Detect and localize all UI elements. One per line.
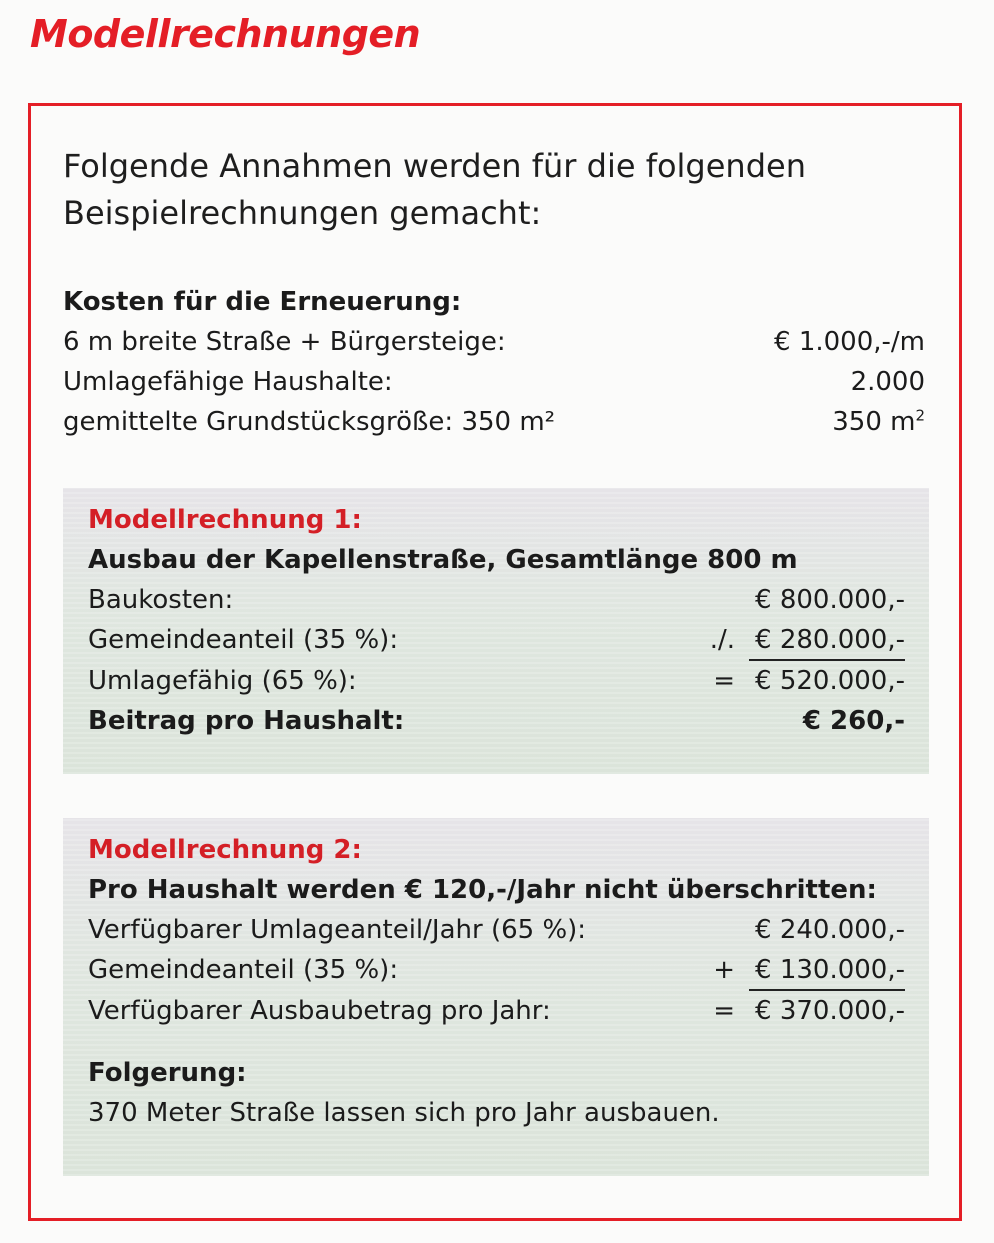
cost-row-households	[63, 362, 925, 402]
model1-subheading: Ausbau der Kapellenstraße, Gesamtlänge 800 m	[88, 545, 798, 575]
model1-row-contribution-per-household	[88, 701, 905, 741]
cost-value: 2.000	[850, 367, 925, 397]
row-value: € 280.000,-	[749, 623, 905, 661]
row-operator: =	[713, 996, 735, 1026]
conclusion-heading: Folgerung:	[88, 1058, 247, 1088]
row-value: € 370.000,-	[755, 996, 905, 1026]
row-amount	[713, 580, 905, 620]
row-label: Verfügbarer Umlageanteil/Jahr (65 %):	[88, 915, 587, 945]
row-label: Baukosten:	[88, 585, 234, 615]
cost-row-plot-size	[63, 402, 925, 442]
row-label: Gemeindeanteil (35 %):	[88, 625, 399, 655]
model1-row-municipal-share	[88, 620, 905, 661]
row-value: € 260,-	[802, 706, 905, 736]
model2-heading: Modellrechnung 2:	[88, 835, 362, 865]
model2-subheading: Pro Haushalt werden € 120,-/Jahr nicht überschritten:	[88, 875, 877, 905]
conclusion-text: 370 Meter Straße lassen sich pro Jahr ausbauen.	[88, 1098, 720, 1128]
model2-row-municipal-share	[88, 950, 905, 991]
row-operator: ./.	[709, 625, 735, 655]
costs-section	[63, 282, 925, 442]
cost-value-wrapper	[832, 402, 925, 442]
model2-row-available-budget	[88, 991, 905, 1031]
page-title: Modellrechnungen	[30, 12, 421, 56]
row-amount	[713, 661, 905, 701]
cost-label: Umlagefähige Haushalte:	[63, 367, 393, 397]
model1-row-allocatable	[88, 661, 905, 701]
row-value: € 130.000,-	[749, 953, 905, 991]
intro-text: Folgende Annahmen werden für die folgenden Beispielrechnungen gemacht:	[63, 147, 806, 232]
cost-label: gemittelte Grundstücksgröße: 350 m²	[63, 407, 556, 437]
row-amount	[713, 991, 905, 1031]
row-amount	[713, 701, 905, 741]
cost-value-superscript: 2	[915, 406, 925, 425]
row-amount	[713, 950, 905, 991]
row-value: € 240.000,-	[755, 915, 905, 945]
model1-heading: Modellrechnung 1:	[88, 505, 362, 535]
row-value: € 520.000,-	[755, 666, 905, 696]
row-amount	[710, 620, 905, 661]
row-label: Beitrag pro Haushalt:	[88, 706, 405, 736]
model2-row-available-allocation	[88, 910, 905, 950]
row-label: Verfügbarer Ausbaubetrag pro Jahr:	[88, 996, 551, 1026]
row-label: Gemeindeanteil (35 %):	[88, 955, 399, 985]
row-label: Umlagefähig (65 %):	[88, 666, 357, 696]
row-operator: =	[713, 666, 735, 696]
cost-label: 6 m breite Straße + Bürgersteige:	[63, 327, 506, 357]
cost-row-street	[63, 322, 925, 362]
row-value: € 800.000,-	[755, 585, 905, 615]
cost-value: € 1.000,-/m	[774, 327, 925, 357]
model-calculation-2	[63, 818, 929, 1176]
cost-value: 350 m	[832, 407, 916, 437]
model1-row-construction-costs	[88, 580, 905, 620]
costs-heading: Kosten für die Erneuerung:	[63, 287, 462, 317]
row-operator: +	[713, 955, 735, 985]
row-amount	[713, 910, 905, 950]
model-calculation-1	[63, 488, 929, 774]
spacer	[88, 1031, 905, 1053]
